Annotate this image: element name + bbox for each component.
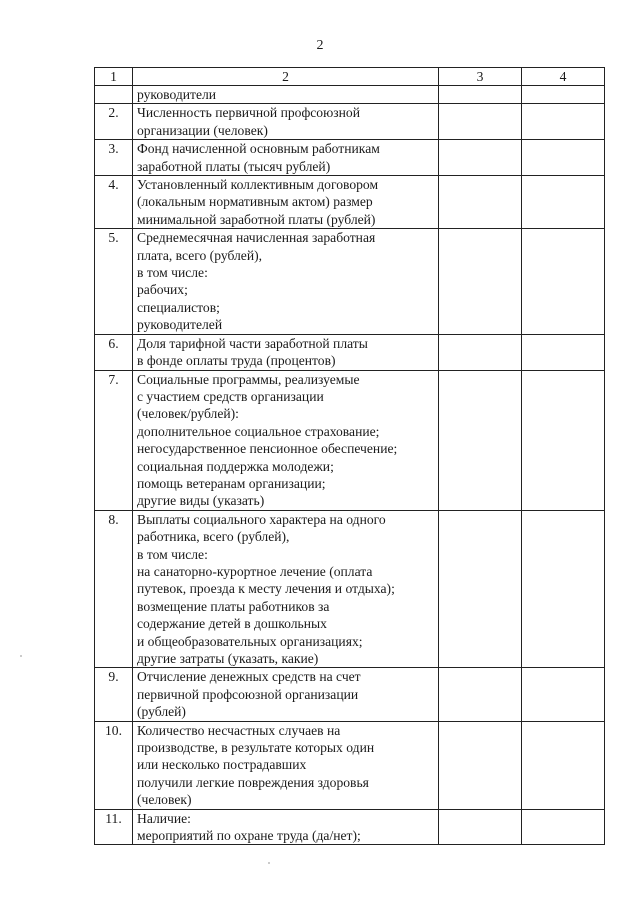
value-cell-col-4[interactable]	[522, 176, 605, 229]
description-line: в фонде оплаты труда (процентов)	[137, 353, 336, 369]
description-line: социальная поддержка молодежи;	[137, 458, 334, 474]
value-cell-col-4[interactable]	[522, 721, 605, 809]
value-cell-col-3[interactable]	[439, 229, 522, 334]
row-number: 8.	[95, 510, 133, 668]
indicator-description	[133, 86, 439, 104]
value-cell-col-3[interactable]	[439, 668, 522, 721]
table-row	[95, 334, 605, 370]
description-line: руководителей	[137, 317, 223, 333]
description-line: Выплаты социального характера на одного	[137, 511, 386, 527]
description-line: Среднемесячная начисленная заработная	[137, 230, 376, 246]
row-number: 2.	[95, 104, 133, 140]
table-row	[95, 140, 605, 176]
table-row	[95, 668, 605, 721]
description-line: Установленный коллективным договором	[137, 177, 379, 193]
description-line: специалистов;	[137, 299, 220, 315]
description-line: дополнительное социальное страхование;	[137, 423, 380, 439]
header-col-2: 2	[133, 68, 439, 86]
table-row	[95, 86, 605, 104]
row-number: 10.	[95, 721, 133, 809]
table-row	[95, 721, 605, 809]
description-line: или несколько пострадавших	[137, 757, 307, 773]
table-row	[95, 370, 605, 510]
table-row	[95, 229, 605, 334]
value-cell-col-4[interactable]	[522, 86, 605, 104]
value-cell-col-4[interactable]	[522, 140, 605, 176]
indicator-description	[133, 809, 439, 845]
description-line: организации (человек)	[137, 122, 268, 138]
description-line: возмещение платы работников за	[137, 598, 330, 614]
description-line: содержание детей в дошкольных	[137, 616, 327, 632]
description-line: Фонд начисленной основным работникам	[137, 141, 380, 157]
indicator-description	[133, 334, 439, 370]
row-number: 5.	[95, 229, 133, 334]
description-line: негосударственное пенсионное обеспечение;	[137, 441, 398, 457]
indicator-description	[133, 370, 439, 510]
value-cell-col-4[interactable]	[522, 334, 605, 370]
value-cell-col-3[interactable]	[439, 176, 522, 229]
description-line: плата, всего (рублей),	[137, 247, 263, 263]
description-line: другие виды (указать)	[137, 493, 265, 509]
indicator-description	[133, 140, 439, 176]
value-cell-col-3[interactable]	[439, 809, 522, 845]
table-row	[95, 176, 605, 229]
description-line: в том числе:	[137, 265, 208, 281]
description-line: (человек)	[137, 792, 192, 808]
table-row	[95, 510, 605, 668]
indicator-description	[133, 104, 439, 140]
description-line: Количество несчастных случаев на	[137, 722, 341, 738]
value-cell-col-4[interactable]	[522, 229, 605, 334]
value-cell-col-3[interactable]	[439, 510, 522, 668]
row-number: 11.	[95, 809, 133, 845]
row-number: 9.	[95, 668, 133, 721]
description-line: Социальные программы, реализуемые	[137, 371, 360, 387]
table-row	[95, 809, 605, 845]
table-header-row	[95, 68, 605, 86]
row-number: 4.	[95, 176, 133, 229]
value-cell-col-4[interactable]	[522, 104, 605, 140]
description-line: путевок, проезда к месту лечения и отдыха);	[137, 581, 395, 597]
row-number: 6.	[95, 334, 133, 370]
value-cell-col-3[interactable]	[439, 104, 522, 140]
description-line: Наличие:	[137, 810, 191, 826]
description-line: (рублей)	[137, 704, 186, 720]
table-row	[95, 104, 605, 140]
value-cell-col-3[interactable]	[439, 334, 522, 370]
row-number	[95, 86, 133, 104]
header-col-4: 4	[522, 68, 605, 86]
description-line: (человек/рублей):	[137, 406, 239, 422]
row-number: 7.	[95, 370, 133, 510]
description-line: мероприятий по охране труда (да/нет);	[137, 828, 361, 844]
description-line: рабочих;	[137, 282, 188, 298]
header-col-1: 1	[95, 68, 133, 86]
indicator-description	[133, 176, 439, 229]
description-line: другие затраты (указать, какие)	[137, 651, 319, 666]
description-line: руководители	[137, 87, 217, 102]
description-line: на санаторно-курортное лечение (оплата	[137, 563, 373, 579]
description-line: помощь ветеранам организации;	[137, 475, 326, 491]
description-line: производстве, в результате которых один	[137, 740, 375, 756]
value-cell-col-3[interactable]	[439, 370, 522, 510]
description-line: в том числе:	[137, 546, 208, 562]
row-number: 3.	[95, 140, 133, 176]
description-line: работника, всего (рублей),	[137, 529, 290, 545]
page-number: 2	[316, 38, 324, 53]
value-cell-col-4[interactable]	[522, 370, 605, 510]
scan-speck	[268, 862, 270, 864]
description-line: (локальным нормативным актом) размер	[137, 194, 373, 210]
header-col-3: 3	[439, 68, 522, 86]
description-line: с участием средств организации	[137, 388, 324, 404]
description-line: заработной платы (тысяч рублей)	[137, 158, 331, 174]
description-line: и общеобразовательных организациях;	[137, 633, 363, 649]
indicator-description	[133, 229, 439, 334]
value-cell-col-4[interactable]	[522, 668, 605, 721]
value-cell-col-3[interactable]	[439, 86, 522, 104]
value-cell-col-3[interactable]	[439, 721, 522, 809]
indicator-description	[133, 721, 439, 809]
indicator-description	[133, 668, 439, 721]
value-cell-col-3[interactable]	[439, 140, 522, 176]
indicator-description	[133, 510, 439, 668]
scan-speck	[20, 655, 22, 657]
value-cell-col-4[interactable]	[522, 809, 605, 845]
value-cell-col-4[interactable]	[522, 510, 605, 668]
description-line: Численность первичной профсоюзной	[137, 105, 360, 121]
description-line: получили легкие повреждения здоровья	[137, 774, 369, 790]
description-line: Доля тарифной части заработной платы	[137, 335, 368, 351]
description-line: Отчисление денежных средств на счет	[137, 669, 361, 685]
description-line: первичной профсоюзной организации	[137, 686, 359, 702]
description-line: минимальной заработной платы (рублей)	[137, 211, 376, 227]
statistics-form-table	[94, 67, 605, 845]
